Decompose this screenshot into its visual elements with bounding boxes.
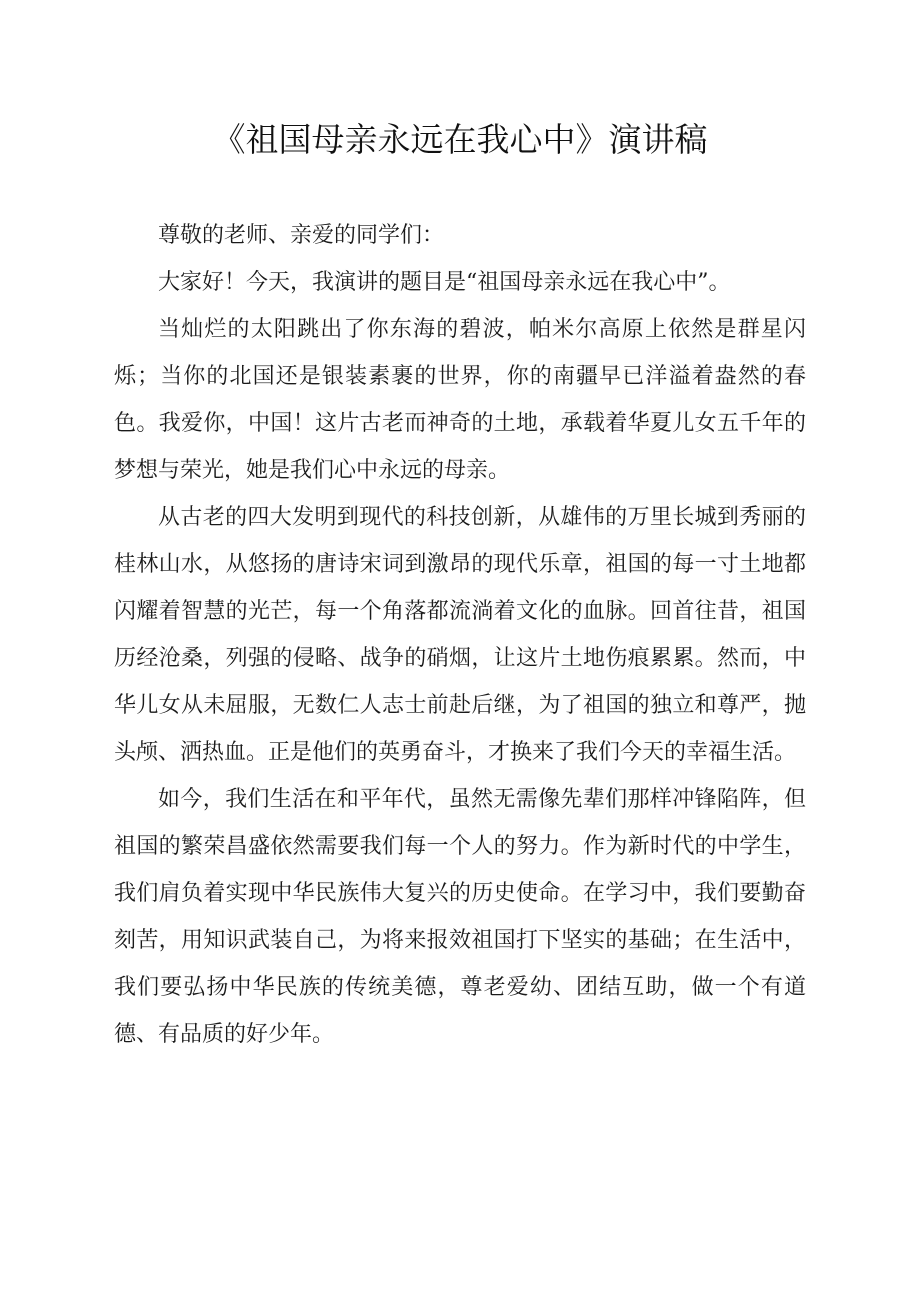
paragraph-body-2: 从古老的四大发明到现代的科技创新，从雄伟的万里长城到秀丽的桂林山水，从悠扬的唐诗宋词到激昂的现代乐章，祖国的每一寸土地都闪耀着智慧的光芒，每一个角落都流淌着文化的血脉。回首往昔，祖国历经沧桑，列强的侵略、战争的硝烟，让这片土地伤痕累累。然而，中华儿女从未屈服，无数仁人志士前赴后继，为了祖国的独立和尊严，抛头颅、洒热血。正是他们的英勇奋斗，才换来了我们今天的幸福生活。 — [114, 505, 806, 765]
paragraph-salutation: 尊敬的老师、亲爱的同学们： — [158, 223, 445, 248]
paragraph-greeting: 大家好！今天，我演讲的题目是“祖国母亲永远在我心中”。 — [158, 270, 731, 295]
document-body — [114, 212, 806, 1058]
document-title: 《祖国母亲永远在我心中》演讲稿 — [212, 120, 708, 159]
paragraph-body-3: 如今，我们生活在和平年代，虽然无需像先辈们那样冲锋陷阵，但祖国的繁荣昌盛依然需要我们每一个人的努力。作为新时代的中学生，我们肩负着实现中华民族伟大复兴的历史使命。在学习中，我们要勤奋刻苦，用知识武装自己，为将来报效祖国打下坚实的基础；在生活中，我们要弘扬中华民族的传统美德，尊老爱幼、团结互助，做一个有道德、有品质的好少年。 — [114, 787, 806, 1047]
paragraph-body-1: 当灿烂的太阳跳出了你东海的碧波，帕米尔高原上依然是群星闪烁；当你的北国还是银装素裹的世界，你的南疆早已洋溢着盎然的春色。我爱你，中国！这片古老而神奇的土地，承载着华夏儿女五千年的梦想与荣光，她是我们心中永远的母亲。 — [114, 317, 806, 483]
